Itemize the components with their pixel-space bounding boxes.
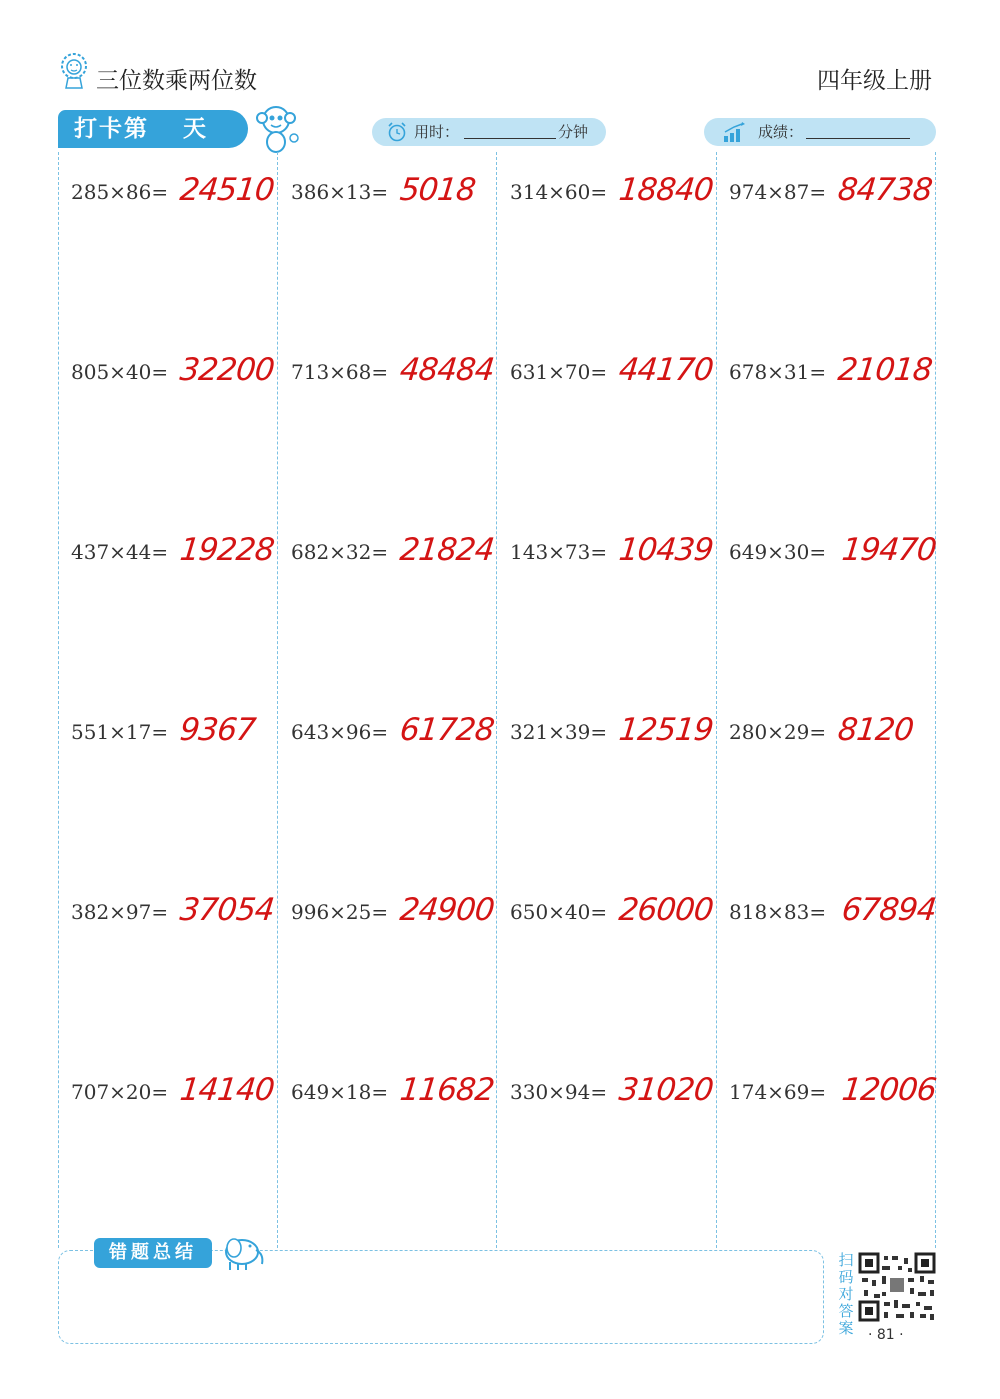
handwritten-answer: 21824 (398, 532, 496, 568)
handwritten-answer: 61728 (398, 712, 496, 748)
problem-text: 649×30= (729, 540, 827, 564)
handwritten-answer: 9367 (178, 712, 257, 748)
problem-text: 682×32= (291, 540, 389, 564)
bar-chart-icon (722, 121, 748, 143)
problem-text: 649×18= (291, 1080, 389, 1104)
mistake-summary-label: 错题总结 (94, 1238, 212, 1268)
handwritten-answer: 44170 (617, 352, 715, 388)
column-divider (277, 152, 278, 1248)
problem-text: 321×39= (510, 720, 608, 744)
monkey-icon (248, 100, 304, 156)
punch-card-badge (58, 110, 248, 148)
problem-text: 382×97= (71, 900, 169, 924)
handwritten-answer: 24900 (398, 892, 496, 928)
punch-card-prefix: 打卡第 (74, 116, 149, 142)
problem-text: 330×94= (510, 1080, 608, 1104)
handwritten-answer: 10439 (617, 532, 715, 568)
lion-icon (58, 52, 90, 90)
handwritten-answer: 14140 (178, 1072, 276, 1108)
score-field (704, 118, 936, 146)
problem-text: 650×40= (510, 900, 608, 924)
handwritten-answer: 19470 (840, 532, 938, 568)
grade-label: 四年级上册 (817, 68, 932, 94)
handwritten-answer: 31020 (617, 1072, 715, 1108)
problem-text: 996×25= (291, 900, 389, 924)
handwritten-answer: 19228 (178, 532, 276, 568)
problem-text: 713×68= (291, 360, 389, 384)
problem-text: 678×31= (729, 360, 827, 384)
handwritten-answer: 32200 (178, 352, 276, 388)
problem-text: 174×69= (729, 1080, 827, 1104)
problem-text: 551×17= (71, 720, 169, 744)
handwritten-answer: 21018 (836, 352, 934, 388)
problem-text: 143×73= (510, 540, 608, 564)
problem-text: 818×83= (729, 900, 827, 924)
handwritten-answer: 12519 (617, 712, 715, 748)
column-divider (496, 152, 497, 1248)
problem-text: 285×86= (71, 180, 169, 204)
handwritten-answer: 18840 (617, 172, 715, 208)
score-input-line[interactable] (806, 138, 910, 139)
handwritten-answer: 84738 (836, 172, 934, 208)
problem-text: 805×40= (71, 360, 169, 384)
score-label: 成绩： (758, 123, 804, 141)
elephant-icon (212, 1228, 268, 1272)
page-number: · 81 · (868, 1327, 904, 1343)
punch-card-suffix: 天 (183, 116, 208, 142)
handwritten-answer: 67894 (840, 892, 938, 928)
page-title: 三位数乘两位数 (96, 68, 257, 94)
problem-text: 314×60= (510, 180, 608, 204)
handwritten-answer: 37054 (178, 892, 276, 928)
problem-text: 643×96= (291, 720, 389, 744)
time-input-line[interactable] (464, 138, 556, 139)
alarm-clock-icon (386, 121, 408, 143)
scan-answer-label: 扫码对答案 (838, 1251, 854, 1337)
problem-text: 437×44= (71, 540, 169, 564)
qr-code-icon[interactable] (858, 1252, 936, 1322)
time-label: 用时： (414, 123, 460, 141)
problem-text: 631×70= (510, 360, 608, 384)
handwritten-answer: 12006 (840, 1072, 938, 1108)
problem-text: 707×20= (71, 1080, 169, 1104)
problem-text: 280×29= (729, 720, 827, 744)
column-divider (716, 152, 717, 1248)
time-field (372, 118, 606, 146)
handwritten-answer: 11682 (398, 1072, 496, 1108)
time-unit: 分钟 (558, 123, 589, 141)
handwritten-answer: 5018 (398, 172, 477, 208)
problem-text: 974×87= (729, 180, 827, 204)
problem-text: 386×13= (291, 180, 389, 204)
handwritten-answer: 8120 (836, 712, 915, 748)
handwritten-answer: 24510 (178, 172, 276, 208)
handwritten-answer: 26000 (617, 892, 715, 928)
handwritten-answer: 48484 (398, 352, 496, 388)
